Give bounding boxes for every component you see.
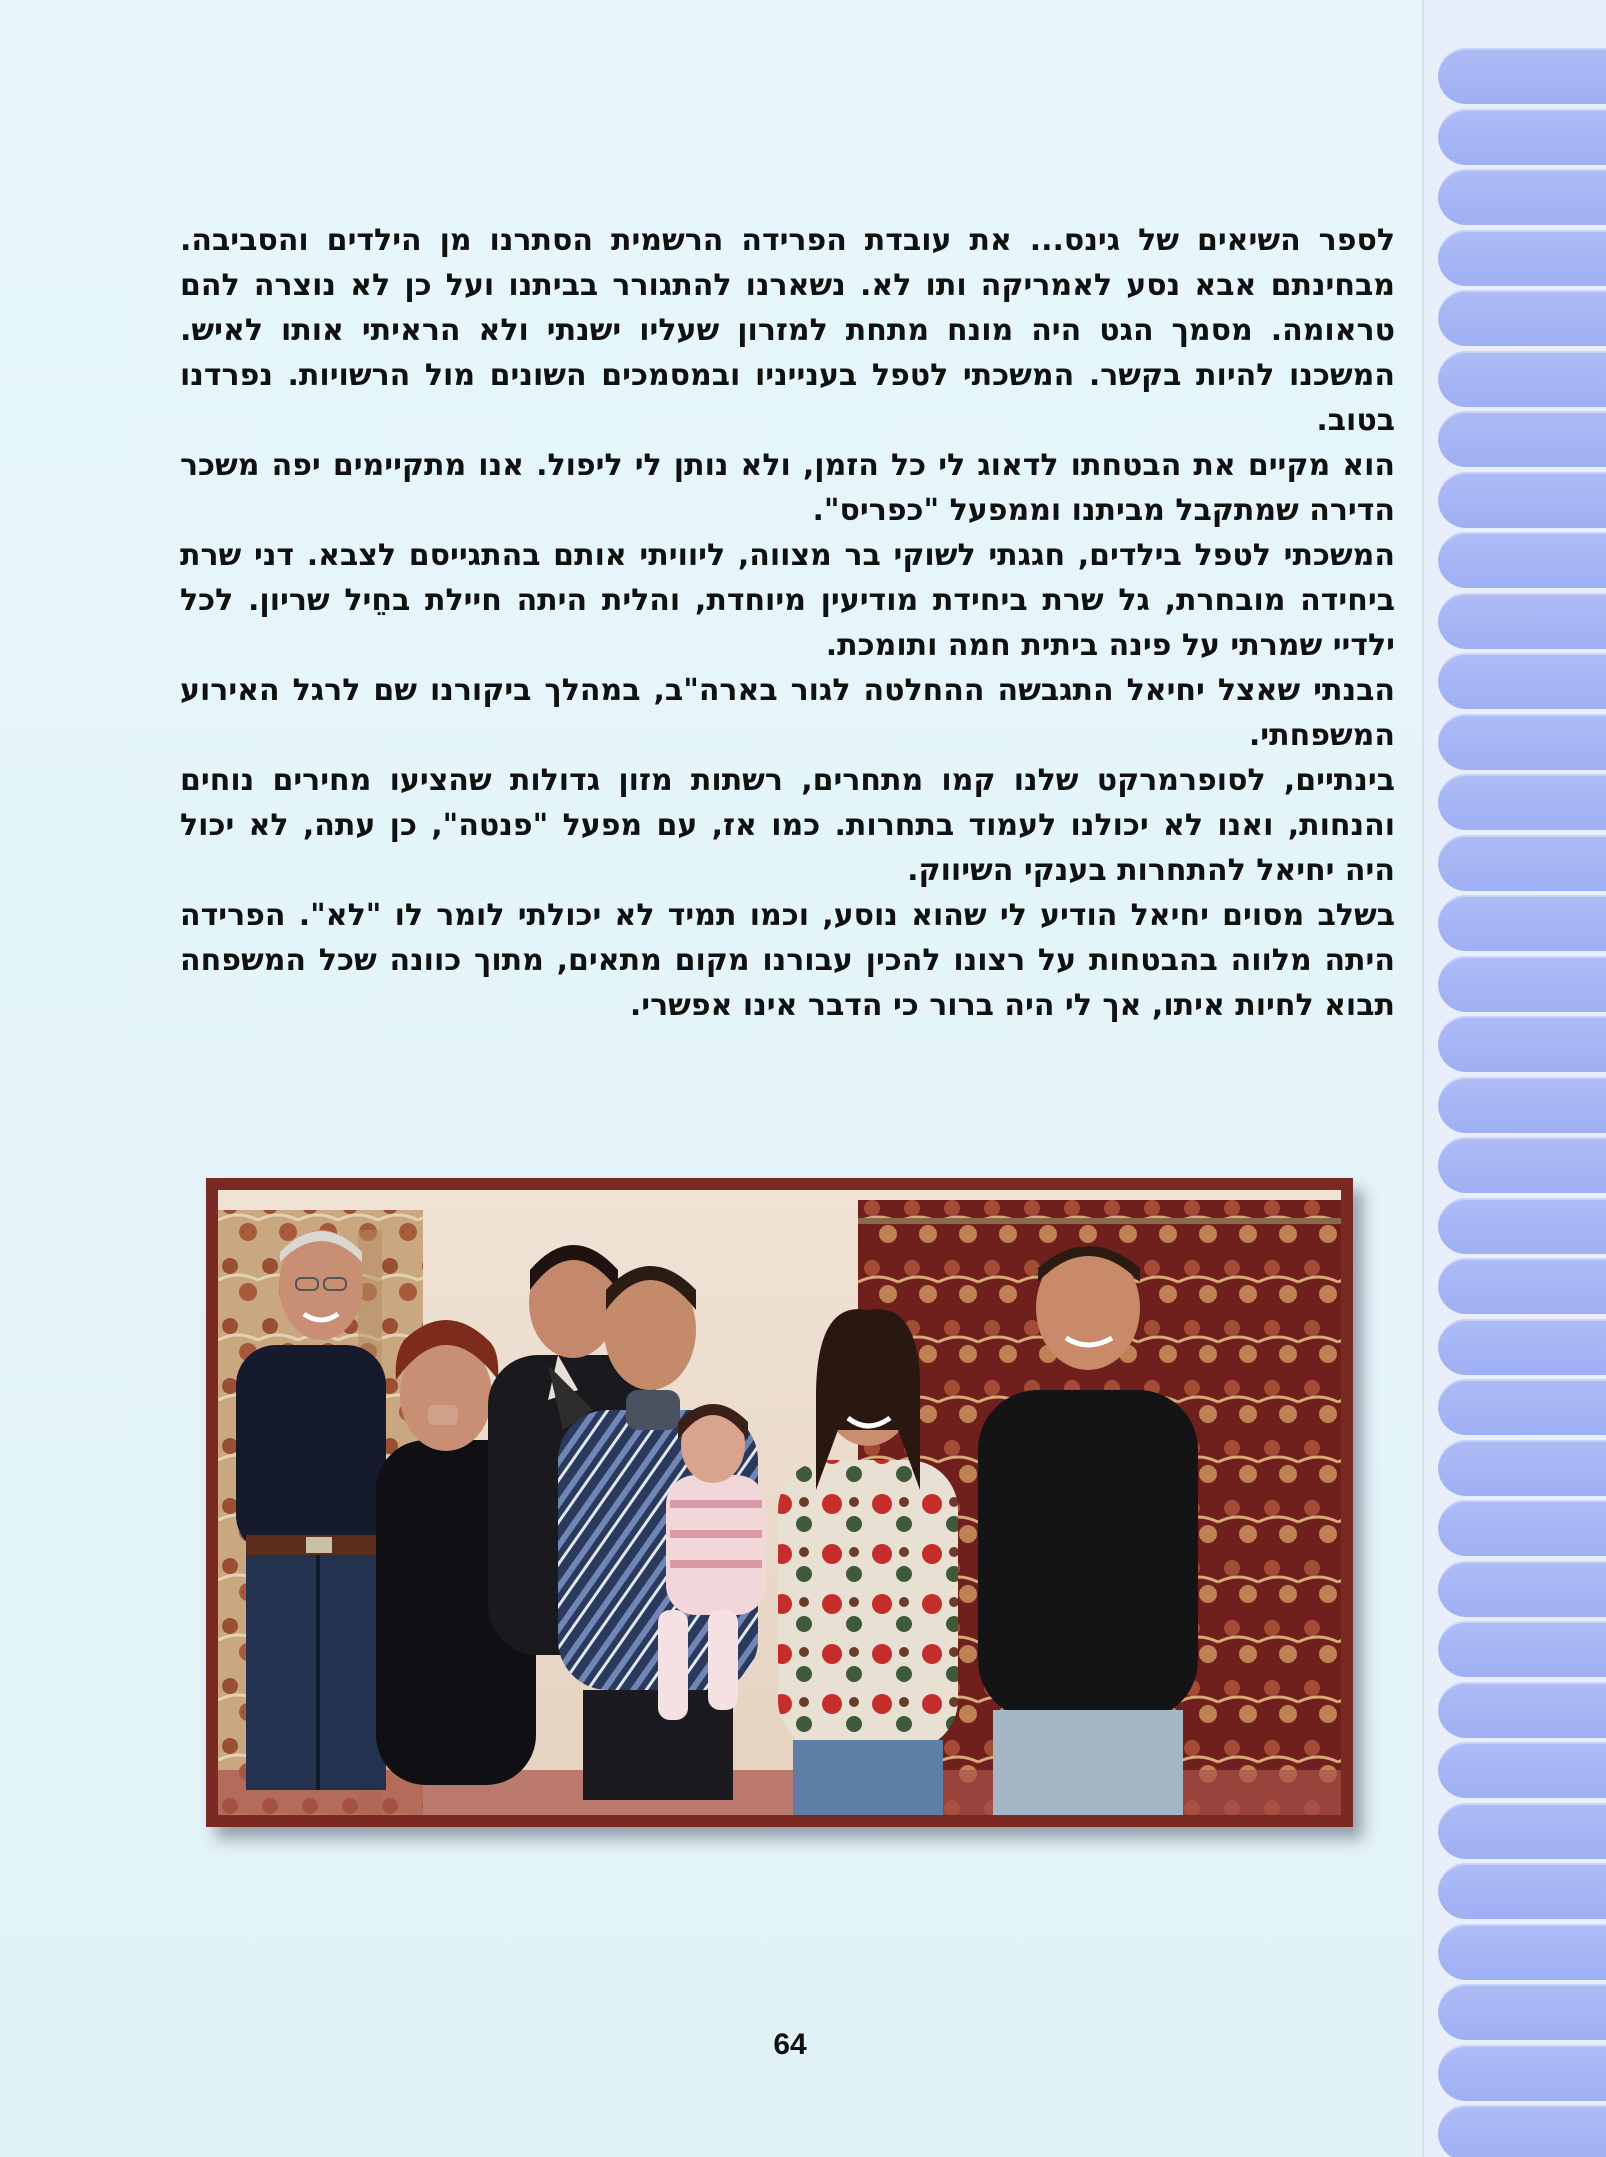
paragraph: לספר השיאים של גינס... את עובדת הפרידה הרשמית הסתרנו מן הילדים והסביבה. מבחינתם אבא נסע לאמריקה ותו לא. נשארנו להתגורר בביתנו ועל כן לא נוצרה להם טראומה. מסמך הגט היה מונח מתחת למזרון שעליו ישנתי ולא הראיתי אותו לאיש. המשכנו להיות בקשר. המשכתי לטפל בענייניו ובמסמכים השונים מול הרשויות. נפרדנו בטוב. <box>180 223 1395 438</box>
band-stripe <box>1438 1682 1606 1738</box>
family-photo-frame <box>206 1178 1353 1827</box>
band-stripe <box>1438 1258 1606 1314</box>
band-stripe <box>1438 714 1606 770</box>
paragraph: בינתיים, לסופרמרקט שלנו קמו מתחרים, רשתות מזון גדולות שהציעו מחירים נוחים והנחות, ואנו לא יכולנו לעמוד בתחרות. כמו אז, עם מפעל "פנטה", כן עתה, לא יכול היה יחיאל להתחרות בענקי השיווק. <box>180 763 1395 888</box>
band-stripe <box>1438 1621 1606 1677</box>
band-stripe <box>1438 230 1606 286</box>
band-stripe <box>1438 774 1606 830</box>
paragraph: בשלב מסוים יחיאל הודיע לי שהוא נוסע, וכמו תמיד לא יכולתי לומר לו "לא". הפרידה היתה מלווה בהבטחות על רצונו להכין עבורנו מקום מתאים, מתוך כוונה שכל המשפחה תבוא לחיות איתו, אך לי היה ברור כי הדבר אינו אפשרי. <box>180 898 1395 1023</box>
band-stripe <box>1438 169 1606 225</box>
band-stripe <box>1438 1924 1606 1980</box>
body-text <box>180 218 1395 1028</box>
band-stripe <box>1438 2105 1606 2157</box>
paragraph: הוא מקיים את הבטחתו לדאוג לי כל הזמן, ולא נותן לי ליפול. אנו מתקיימים יפה משכר הדירה שמתקבל מביתנו וממפעל "כפריס". <box>180 448 1395 528</box>
band-stripe <box>1438 411 1606 467</box>
band-stripe <box>1438 653 1606 709</box>
band-stripe <box>1438 1500 1606 1556</box>
band-stripe <box>1438 895 1606 951</box>
band-stripe <box>1438 593 1606 649</box>
paragraph: הבנתי שאצל יחיאל התגבשה ההחלטה לגור בארה"ב, במהלך ביקורנו שם לרגל האירוע המשפחתי. <box>180 673 1395 753</box>
band-stripe <box>1438 1319 1606 1375</box>
band-stripe <box>1438 48 1606 104</box>
band-stripe <box>1438 1863 1606 1919</box>
decorative-side-band <box>1422 0 1606 2157</box>
band-stripe <box>1438 1379 1606 1435</box>
band-stripe <box>1438 1016 1606 1072</box>
band-stripe <box>1438 1198 1606 1254</box>
band-stripe <box>1438 835 1606 891</box>
band-stripe <box>1438 1561 1606 1617</box>
band-stripe <box>1438 532 1606 588</box>
band-stripe <box>1438 1440 1606 1496</box>
band-stripe <box>1438 290 1606 346</box>
band-stripe <box>1438 351 1606 407</box>
family-photo <box>218 1190 1341 1815</box>
band-stripe <box>1438 956 1606 1012</box>
band-stripe <box>1438 109 1606 165</box>
band-stripe <box>1438 1137 1606 1193</box>
paragraph: המשכתי לטפל בילדים, חגגתי לשוקי בר מצווה, ליוויתי אותם בהתגייסם לצבא. דני שרת ביחידה מובחרת, גל שרת ביחידת מודיעין מיוחדת, והלית היתה חיילת בחֵיל שריון. לכל ילדיי שמרתי על פינה ביתית חמה ותומכת. <box>180 538 1395 663</box>
page-number: 64 <box>773 2028 807 2061</box>
band-stripe <box>1438 1803 1606 1859</box>
band-stripe <box>1438 1077 1606 1133</box>
band-stripe <box>1438 1742 1606 1798</box>
band-stripe <box>1438 472 1606 528</box>
